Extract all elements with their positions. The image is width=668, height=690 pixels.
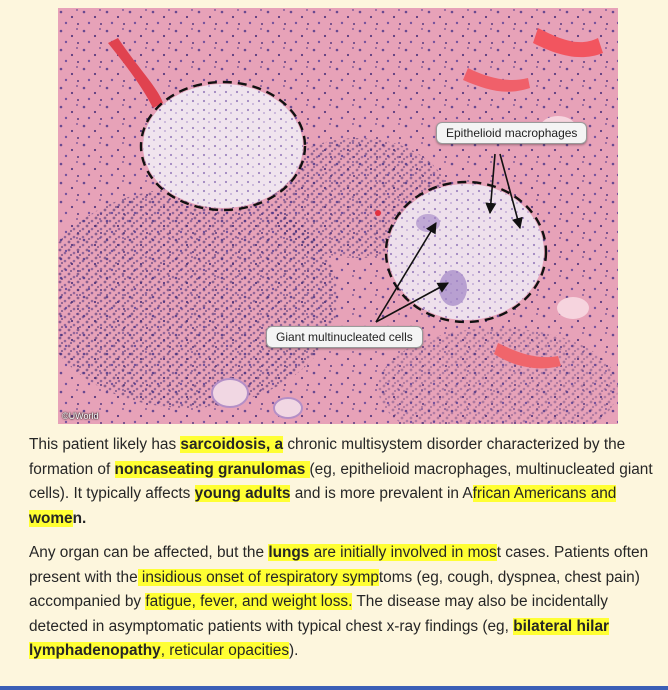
uworld-watermark: ©UWorld bbox=[62, 411, 99, 421]
paragraph-2 bbox=[29, 541, 655, 664]
callout-epithelioid-macrophages: Epithelioid macrophages bbox=[436, 122, 587, 144]
text: chronic multisystem disorder characterized by the formation of bbox=[29, 436, 626, 478]
text: (eg, epithelioid macrophages, multinucleated giant cells). It typically affects bbox=[29, 460, 653, 502]
explanation-text bbox=[29, 433, 655, 674]
highlight: fatigue, fever, and weight loss. bbox=[145, 593, 353, 610]
text: This patient likely has bbox=[29, 436, 181, 453]
text: t cases. Patients often present with the bbox=[29, 544, 649, 586]
callout-giant-multinucleated-cells: Giant multinucleated cells bbox=[266, 326, 423, 348]
text: ). bbox=[289, 642, 299, 659]
highlight: lungs bbox=[268, 544, 310, 561]
highlight: are initially involved in mos bbox=[309, 544, 497, 561]
text: and is more prevalent in A bbox=[290, 485, 473, 502]
highlight: wome bbox=[29, 509, 73, 527]
highlight: young adults bbox=[194, 485, 291, 502]
paragraph-1 bbox=[29, 433, 655, 531]
histology-figure bbox=[58, 8, 618, 424]
highlight: , reticular opacities bbox=[160, 642, 290, 659]
histology-image bbox=[58, 8, 618, 424]
text: toms (eg, cough, dyspnea, chest pain) accompanied by bbox=[29, 568, 640, 610]
highlight: sarcoidosis, a bbox=[180, 436, 284, 453]
highlight: noncaseating granulomas bbox=[114, 460, 310, 478]
highlight: bilateral hilar lymphadenopathy bbox=[29, 617, 609, 659]
highlight: insidious onset of respiratory symp bbox=[137, 568, 379, 586]
text: Any organ can be affected, but the bbox=[29, 544, 269, 561]
highlight: frican Americans and bbox=[472, 485, 617, 502]
text: The disease may also be incidentally detected in asymptomatic patients with typical chest x-ray findings (eg, bbox=[29, 593, 608, 635]
bottom-bar bbox=[0, 686, 668, 690]
text: n. bbox=[72, 509, 87, 527]
